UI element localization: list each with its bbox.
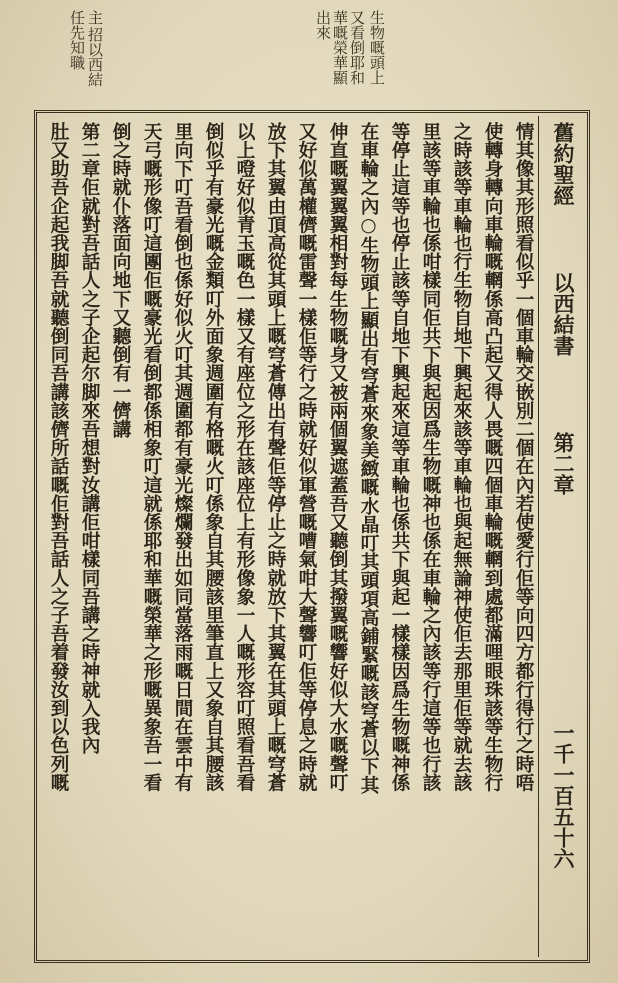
margin-note-right: 生物嘅頭上 (368, 10, 386, 85)
text-column: 倒之時就仆落面向地下又聽倒有一儕講 (110, 122, 131, 439)
margin-note-center-1: 又看倒耶和 (348, 10, 366, 85)
text-column: 情其像其形照看似乎一個車輪交嵌別二個在內若使愛行佢等向四方都行得行之時唔 (513, 122, 534, 792)
text-column: 里向下叮吾看倒也係好似火叮其週圍都有豪光燦爛發出如同當落雨嘅日間在雲中有 (172, 122, 193, 792)
text-column: 伸直嘅翼翼翼相對每生物嘅身又被兩個翼遮蓋吾又聽倒其撥翼嘅響好似大水嘅聲叮 (327, 122, 348, 792)
text-column: 天弓嘅形像叮這團佢嘅豪光看倒都係相象叮這就係耶和華嘅榮華之形嘅異象吾一看 (141, 122, 162, 792)
margin-note-center-2: 華嘅榮華顯 (331, 10, 349, 85)
text-column: 倒似乎有豪光嘅金類叮外面象週圍有格嘅火叮係象自其腰該里筆直上又象自其腰該 (203, 122, 224, 792)
text-column: 又好似萬權儕嘅雷聲一樣佢等行之時就好似軍營嘅嘈氣咁大聲響叮佢等停息之時就 (296, 122, 317, 792)
text-column-chapter-start: 第二章佢就對吾話人之子企起尔脚來吾想對汝講佢咁樣同吾講之時神就入我內 (79, 122, 100, 755)
text-column: 放下其翼由頂高從其頭上嘅穹蒼傳出有聲佢等停止之時就放下其翼在其頭上嘅穹蒼 (265, 122, 286, 792)
page-number: 一千一百五十六 (551, 722, 576, 869)
margin-note-left-2: 招以西結 (86, 27, 104, 87)
text-column: 在車輪之內○生物頭上顯出有穹蒼來象美緻嘅水晶叮其頭項高鋪緊嘅該穹蒼以下其 (358, 122, 379, 794)
margin-note-left-3: 任先知職 (68, 10, 86, 70)
text-column: 之時該等車輪也行生物自地下興起來該等車輪也與起無論神使佢去那里佢等就去該 (451, 122, 472, 792)
text-column: 以上噔好似青玉嘅色一樣又有座位之形在該座位上有形像象一人嘅形容叮照看吾看 (234, 122, 255, 792)
text-column: 等停止這等也停止該等自地下興起來這等車輪也係共下與起一樣樣因爲生物嘅神係 (389, 122, 410, 792)
header-rule (538, 116, 539, 957)
book-title: 舊約聖經 (551, 122, 576, 206)
chapter-book: 以西結書 (551, 272, 576, 356)
text-column: 肚又助吾企起我脚吾就聽倒同吾講該儕所話嘅佢對吾話人之子吾着發汝到以色列嘅 (48, 122, 69, 792)
text-column: 里該等車輪也係咁樣同佢共下與起因爲生物嘅神也係在車輪之內該等行這等也行該 (420, 122, 441, 792)
chapter-heading: 第二章 (551, 432, 576, 495)
margin-note-center-3: 出來 (314, 10, 332, 40)
margin-note-left-1: 主 (86, 10, 104, 25)
running-header (548, 122, 582, 952)
text-column: 使轉身轉向車輪嘅輞係高凸起又得人畏嘅四個車輪嘅輞到處都滿哩眼珠該等生物行 (482, 122, 503, 792)
